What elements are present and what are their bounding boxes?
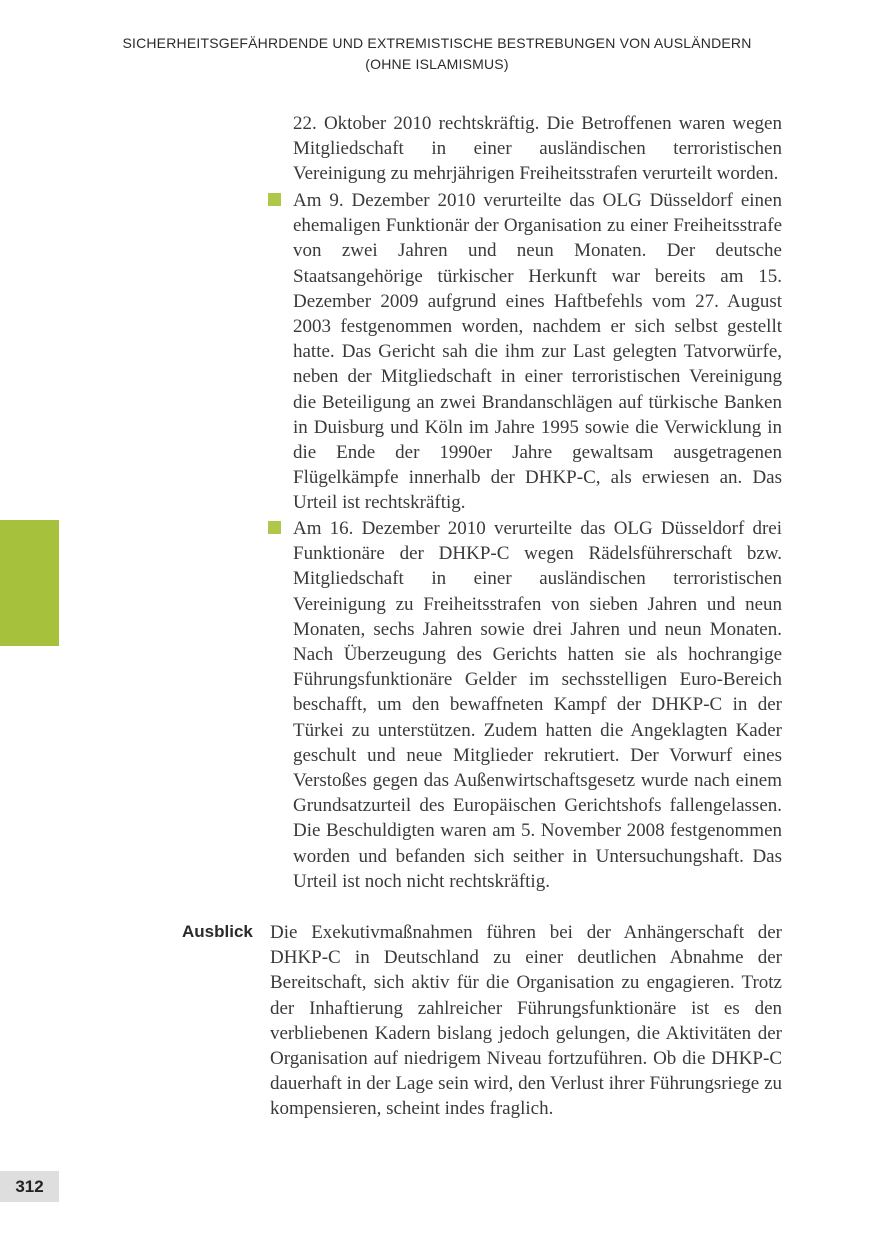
intro-paragraph: 22. Oktober 2010 rechtskräftig. Die Betroffenen waren wegen Mitgliedschaft in einer ausländischen terroristischen Vereinigung zu mehrjährigen Freiheitsstrafen verurteilt worden.: [293, 113, 782, 185]
page-header-line2: (OHNE ISLAMISMUS): [365, 56, 509, 72]
list-item-text: Am 16. Dezember 2010 verurteilte das OLG Düsseldorf drei Funktionäre der DHKP-C wegen Rädelsführerschaft bzw. Mitgliedschaft in einer ausländischen terroristischen Vereinigung zu Freiheitsstrafen von sieben Jahren und neun Monaten, sechs Jahren sowie drei Jahren und neun Monaten. Nach Überzeugung des Gerichts hatten sie als hochrangige Führungsfunktionäre Gelder im sechsstelligen Euro-Bereich beschafft, um den bewaffneten Kampf der DHKP-C in der Türkei zu unterstützen. Zudem hatten die Angeklagten Kader geschult und neue Mitglieder rekrutiert. Der Vorwurf eines Verstoßes gegen das Außenwirtschaftsgesetz wurde nach einem Grundsatzurteil des Europäischen Gerichtshofs fallengelassen. Die Beschuldigten waren am 5. November 2008 festgenommen worden und befanden sich seither in Untersuchungshaft. Das Urteil ist noch nicht rechtskräftig.: [293, 518, 782, 892]
bullet-square-icon: [268, 521, 281, 534]
chapter-margin-tab: [0, 520, 59, 646]
list-item-text: Am 9. Dezember 2010 verurteilte das OLG Düsseldorf einen ehemaligen Funktionär der Organisation zu einer Freiheitsstrafe von zwei Jahren und neun Monaten. Der deutsche Staatsangehörige türkischer Herkunft war bereits am 15. Dezember 2009 aufgrund eines Haftbefehls vom 27. August 2003 festgenommen worden, nachdem er sich selbst gestellt hatte. Das Gericht sah die ihm zur Last gelegten Tatvorwürfe, neben der Mitgliedschaft in einer terroristischen Vereinigung die Beteiligung an zwei Brandanschlägen auf türkische Banken in Duisburg und Köln im Jahre 1995 sowie die Verwicklung in die Ende der 1990er Jahre gewaltsam ausgetragenen Flügelkämpfe innerhalb der DHKP-C, als erwiesen an. Das Urteil ist rechtskräftig.: [293, 190, 782, 514]
outlook-label: Ausblick: [182, 922, 253, 941]
list-item: [268, 188, 782, 516]
page-header-line1: SICHERHEITSGEFÄHRDENDE UND EXTREMISTISCHE BESTREBUNGEN VON AUSLÄNDERN: [122, 35, 752, 51]
page-header: [0, 33, 874, 75]
bullet-square-icon: [268, 193, 281, 206]
outlook-paragraph: Die Exekutivmaßnahmen führen bei der Anhängerschaft der DHKP-C in Deutschland zu einer deutlichen Abnahme der Bereitschaft, sich aktiv für die Organisation zu engagieren. Trotz der Inhaftierung zahlreicher Führungsfunktionäre ist es den verbliebenen Kadern bislang jedoch gelungen, die Aktivitäten der Organisation auf niedrigem Niveau fortzuführen. Ob die DHKP-C dauerhaft in der Lage sein wird, den Verlust ihrer Führungsriege zu kompensieren, scheint indes fraglich.: [270, 922, 782, 1120]
page-number: 312: [15, 1176, 44, 1196]
page-number-box: [0, 1171, 59, 1202]
list-item: [268, 516, 782, 894]
